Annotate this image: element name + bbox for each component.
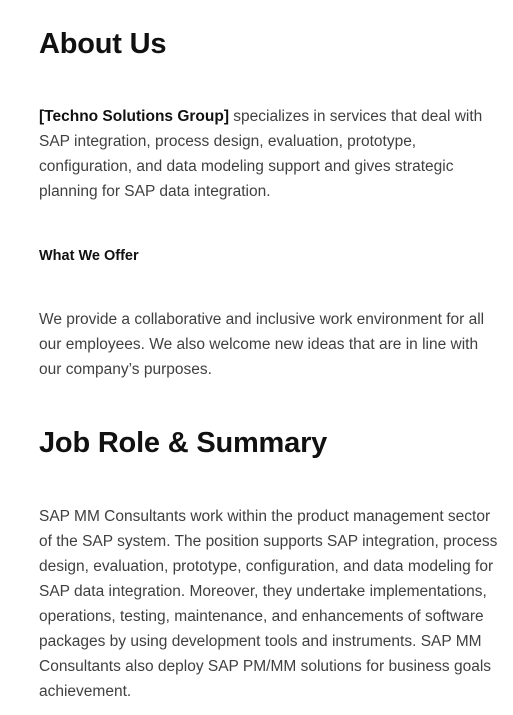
company-intro-paragraph bbox=[39, 104, 501, 204]
what-we-offer-heading: What We Offer bbox=[39, 248, 139, 264]
company-name: [Techno Solutions Group] bbox=[39, 108, 229, 125]
company-intro-text: specializes in services that deal with SAP integration, process design, evaluation, prototype, configuration, and data modeling support and gives strategic planning for SAP data integration. bbox=[39, 108, 483, 200]
job-role-heading: Job Role & Summary bbox=[39, 427, 328, 459]
job-role-summary-paragraph: SAP MM Consultants work within the product management sector of the SAP system. The position supports SAP integration, process design, evaluation, prototype, configuration, and data modeling for SAP data integration. Moreover, they undertake implementations, operations, testing, maintenance, and enhancements of software packages by using development tools and instruments. SAP MM Consultants also deploy SAP PM/MM solutions for business goals achievement. bbox=[39, 508, 498, 700]
what-we-offer-paragraph: We provide a collaborative and inclusive work environment for all our employees. We also welcome new ideas that are in line with our company’s purposes. bbox=[39, 311, 485, 378]
about-us-heading: About Us bbox=[39, 28, 167, 60]
